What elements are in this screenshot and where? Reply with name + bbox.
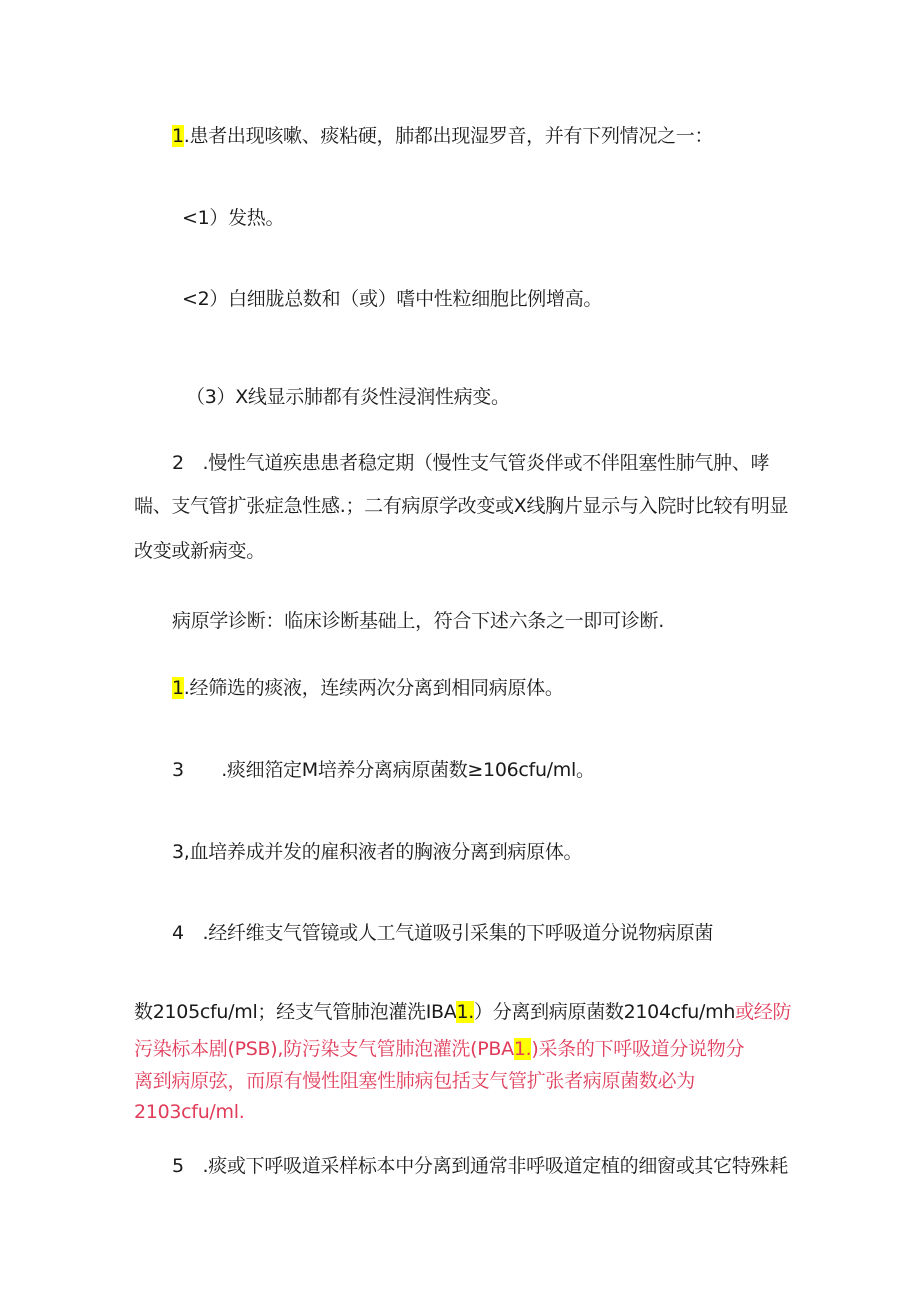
pathogen-criterion-4-line-1: 4 .经纤维支气管镜或人工气道吸引采集的下呼吸道分说物病原菌 [172,922,714,944]
pathogen-criterion-4-line-5: 2103cfu∕ml. [134,1101,245,1123]
red-text-segment: )采条的下呼吸道分说物分 [531,1038,745,1060]
sub-item-1: <1）发热。 [182,207,285,229]
highlighted-number: 1 [172,677,184,699]
pathogen-criterion-1-text: .经筛选的痰液，连续两次分离到相同病原体。 [183,677,564,699]
red-text-segment: 污染标本剧(PSB),防污染支气管肺泡灌洗(PBA [134,1038,514,1060]
highlighted-number: 1 [172,125,184,147]
pathogen-criterion-5: 5 .痰或下呼吸道采样标本中分离到通常非呼吸道定植的细窗或其它特殊耗 [172,1155,788,1177]
sub-item-3: （3）X线显示肺都有炎性浸润性病变。 [186,386,510,408]
pathogen-criterion-4-line-4: 离到病原弦，而原有慢性阻塞性肺病包括支气管扩张者病原菌数必为 [134,1070,696,1092]
pathogen-criterion-4-line-2 [134,1000,791,1024]
criterion-1 [172,124,713,148]
red-text-segment: 或经防 [735,1001,792,1023]
pathogen-criterion-1 [172,676,564,700]
highlighted-number: 1. [456,1001,474,1023]
criterion-2-line-3: 改变或新病变。 [134,540,265,562]
criterion-1-text: .患者出现咳嗽、痰粘硬，肺都出现湿罗音，并有下列情况之一： [183,125,714,147]
pathogen-criterion-3: 3 .痰细箔定M培养分离病原菌数≥106cfu∕ml。 [172,759,595,781]
criterion-2-line-1: 2 .慢性气道疾患患者稳定期（慢性支气管炎伴或不伴阻塞性肺气肿、哮 [172,452,770,474]
text-segment: ）分离到病原菌数2104cfu∕mh [474,1001,736,1023]
criterion-2-line-2: 喘、支气管扩张症急性感.；二有病原学改变或X线胸片显示与入院时比较有明显 [134,495,789,517]
pathogen-criterion-4-line-3 [134,1037,744,1061]
sub-item-2: <2）白细胧总数和（或）嗜中性粒细胞比例增高。 [182,288,603,310]
pathogen-criterion-3b: 3,血培养成并发的雇积液者的胸液分离到病原体。 [172,841,583,863]
text-segment: 数2105cfu∕ml；经支气管肺泡灌洗IBA [134,1001,457,1023]
highlighted-number: 1. [513,1038,532,1060]
pathogen-diagnosis-heading: 病原学诊断：临床诊断基础上，符合下述六条之一即可诊断. [172,610,664,632]
